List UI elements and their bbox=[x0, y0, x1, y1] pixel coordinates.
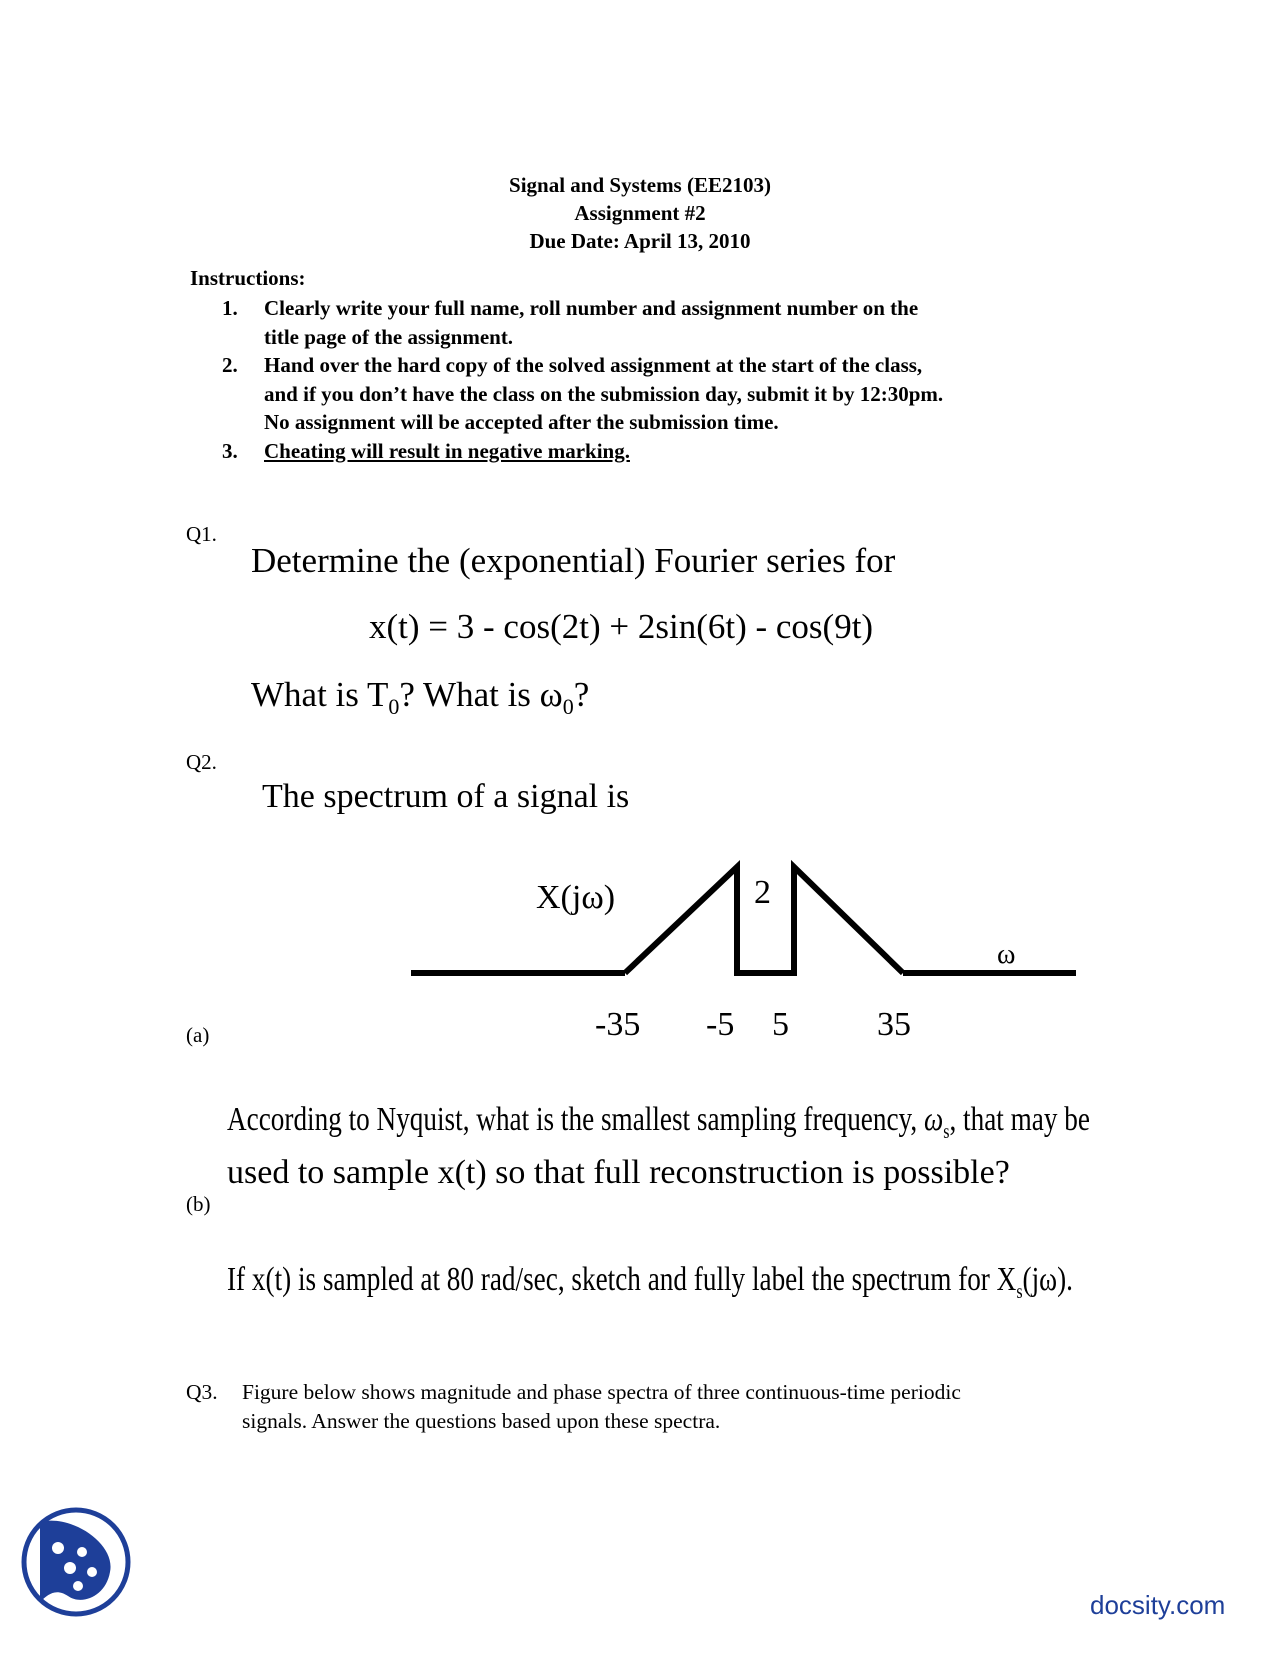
q2-label: Q2. bbox=[186, 750, 217, 774]
q2-part-a-line2: used to sample x(t) so that full reconstruction is possible? bbox=[227, 1154, 1010, 1191]
instruction-line: Hand over the hard copy of the solved assignment at the start of the class, bbox=[264, 353, 923, 377]
q1-equation: x(t) = 3 - cos(2t) + 2sin(6t) - cos(9t) bbox=[369, 607, 874, 646]
assignment-title: Assignment #2 bbox=[574, 201, 706, 225]
peak-label: 2 bbox=[754, 874, 771, 911]
instruction-item-2 bbox=[222, 351, 1102, 437]
q2-part-a-label: (a) bbox=[186, 1023, 210, 1047]
tick-label: -5 bbox=[706, 1006, 735, 1043]
instructions-list bbox=[222, 294, 1102, 465]
instruction-number: 2. bbox=[222, 353, 238, 377]
instruction-number: 3. bbox=[222, 438, 238, 463]
instructions-heading: Instructions: bbox=[190, 266, 306, 290]
q2-part-a-text: , that may be bbox=[949, 1101, 1090, 1138]
q3-line2: signals. Answer the questions based upon these spectra. bbox=[242, 1409, 721, 1433]
instruction-line: No assignment will be accepted after the submission time. bbox=[264, 410, 779, 434]
q1-question-part: ? What is ω bbox=[399, 675, 563, 714]
instruction-line: and if you don’t have the class on the submission day, submit it by 12:30pm. bbox=[264, 381, 944, 406]
q1-question-part: ? bbox=[573, 675, 590, 714]
function-label: X(jω) bbox=[536, 879, 616, 916]
q1-label: Q1. bbox=[186, 522, 217, 546]
instruction-number: 1. bbox=[222, 296, 238, 320]
q3-line1: Figure below shows magnitude and phase spectra of three continuous-time periodic bbox=[242, 1380, 961, 1404]
docsity-brand[interactable]: docsity.com bbox=[1090, 1590, 1226, 1620]
q1-question-part: What is T bbox=[251, 675, 389, 714]
q2-part-b-subscript: s bbox=[1016, 1280, 1023, 1303]
spectrum-diagram bbox=[400, 850, 1090, 1050]
q2-part-a-text: According to Nyquist, what is the smallest sampling frequency, bbox=[227, 1101, 924, 1138]
q2-part-b-label: (b) bbox=[186, 1192, 211, 1216]
instruction-line: Cheating will result in negative marking. bbox=[264, 438, 630, 463]
omega-axis-label: ω bbox=[997, 939, 1016, 970]
course-title: Signal and Systems (EE2103) bbox=[509, 173, 771, 197]
tick-label: 5 bbox=[772, 1006, 789, 1043]
q1-subscript: 0 bbox=[388, 694, 400, 719]
q3-label: Q3. bbox=[186, 1380, 218, 1404]
q2-part-b-part: If x(t) is sampled at 80 rad/sec, sketch and fully label the spectrum for X bbox=[227, 1261, 1017, 1298]
omega-subscript: s bbox=[943, 1120, 950, 1143]
docsity-logo-icon bbox=[20, 1506, 132, 1618]
q2-part-a-line1 bbox=[227, 1101, 1090, 1144]
instruction-line: title page of the assignment. bbox=[264, 324, 514, 349]
omega-symbol: ω bbox=[923, 1101, 944, 1138]
q2-intro: The spectrum of a signal is bbox=[262, 778, 630, 815]
instruction-line: Clearly write your full name, roll number and assignment number on the bbox=[264, 296, 919, 320]
q1-question bbox=[251, 675, 589, 720]
q2-part-b-text bbox=[227, 1261, 1073, 1304]
q1-subscript: 0 bbox=[562, 694, 574, 719]
instruction-item-3 bbox=[222, 437, 1102, 466]
q1-statement: Determine the (exponential) Fourier series for bbox=[251, 541, 896, 580]
q2-part-b-part: (jω). bbox=[1022, 1261, 1073, 1298]
instruction-item-1 bbox=[222, 294, 1102, 351]
due-date: Due Date: April 13, 2010 bbox=[529, 229, 751, 253]
tick-label: 35 bbox=[877, 1006, 911, 1043]
tick-label: -35 bbox=[595, 1006, 641, 1043]
